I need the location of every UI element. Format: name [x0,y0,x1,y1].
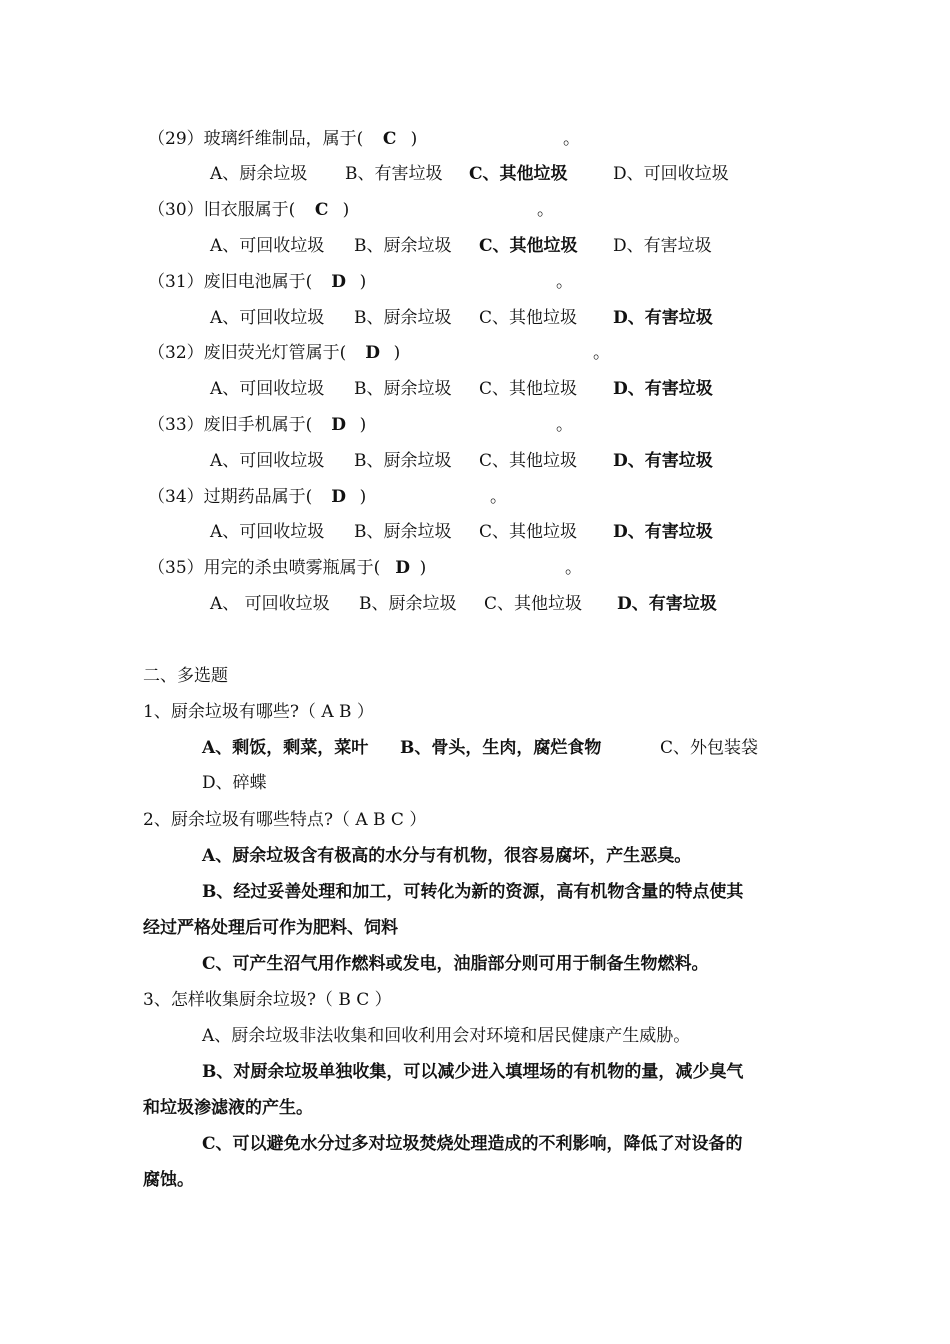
answer-letter: D [331,415,347,435]
stem-end: 。 [593,343,610,363]
stem-text: （31）废旧电池属于( [148,272,313,292]
answer-letter: C [382,129,397,149]
stem-close: ) [419,558,427,578]
question-stem: 1、厨余垃圾有哪些?（ A B ） [143,702,374,722]
option-c-line-2: 腐蚀。 [143,1170,194,1190]
option-b-line-2: 经过严格处理后可作为肥料、饲料 [143,918,398,938]
stem-text: （34）过期药品属于( [148,487,313,507]
question-stem: 3、怎样收集厨余垃圾?（ B C ） [143,990,392,1010]
answer-letter: D [331,487,347,507]
option-d: D、可回收垃圾 [613,164,729,184]
option-a: A、厨余垃圾含有极高的水分与有机物，很容易腐坏，产生恶臭。 [202,846,692,866]
option-c: C、其他垃圾 [479,308,578,328]
option-a: A、厨余垃圾非法收集和回收利用会对环境和居民健康产生威胁。 [202,1026,691,1046]
stem-text: （29）玻璃纤维制品，属于( [148,129,364,149]
option-d: D、有害垃圾 [613,236,712,256]
option-b-line-1: B、对厨余垃圾单独收集，可以减少进入填埋场的有机物的量，减少臭气 [202,1062,744,1082]
question-stem: 2、厨余垃圾有哪些特点?（ A B C ） [143,810,427,830]
option-d: D、有害垃圾 [613,451,713,471]
question-stem [148,270,366,294]
stem-end: 。 [537,200,554,220]
option-a: A、厨余垃圾 [210,164,308,184]
option-c: C、其他垃圾 [479,451,578,471]
stem-end: 。 [565,558,582,578]
stem-close: ) [359,415,367,435]
option-c: C、其他垃圾 [479,379,578,399]
option-b-line-2: 和垃圾渗滤液的产生。 [143,1098,313,1118]
option-c: C、其他垃圾 [479,522,578,542]
option-d: D、碎蝶 [202,773,267,793]
option-c-line-1: C、可以避免水分过多对垃圾焚烧处理造成的不利影响，降低了对设备的 [202,1134,743,1154]
answer-letter: D [331,272,347,292]
stem-end: 。 [563,129,580,149]
option-b: B、厨余垃圾 [354,308,452,328]
option-c: C、外包装袋 [660,738,759,758]
option-c: C、其他垃圾 [479,236,578,256]
option-c: C、其他垃圾 [469,164,568,184]
stem-close: ) [359,487,367,507]
option-b: B、厨余垃圾 [354,236,452,256]
question-stem [148,341,400,365]
answer-letter: C [314,200,329,220]
option-b-line-1: B、经过妥善处理和加工，可转化为新的资源，高有机物含量的特点使其 [202,882,744,902]
question-stem [148,127,417,151]
answer-letter: D [395,558,411,578]
stem-text: （35）用完的杀虫喷雾瓶属于( [148,558,381,578]
stem-close: ) [342,200,350,220]
option-a: A、剩饭，剩菜，菜叶 [202,738,369,758]
option-b: B、骨头，生肉，腐烂食物 [400,738,602,758]
section-title-multi-choice: 二、多选题 [143,666,228,686]
option-c: C、其他垃圾 [484,594,583,614]
option-b: B、有害垃圾 [345,164,443,184]
option-a: A、 可回收垃圾 [210,594,330,614]
option-b: B、厨余垃圾 [354,451,452,471]
option-c: C、可产生沼气用作燃料或发电，油脂部分则可用于制备生物燃料。 [202,954,709,974]
option-d: D、有害垃圾 [613,308,713,328]
option-d: D、有害垃圾 [613,522,713,542]
stem-text: （33）废旧手机属于( [148,415,313,435]
stem-close: ) [393,343,401,363]
stem-end: 。 [490,487,507,507]
stem-text: （32）废旧荧光灯管属于( [148,343,347,363]
stem-end: 。 [556,272,573,292]
option-d: D、有害垃圾 [613,379,713,399]
question-stem [148,556,426,580]
stem-text: （30）旧衣服属于( [148,200,296,220]
question-stem [148,485,366,509]
stem-end: 。 [556,415,573,435]
option-a: A、可回收垃圾 [210,451,325,471]
option-a: A、可回收垃圾 [210,236,325,256]
answer-letter: D [365,343,381,363]
option-a: A、可回收垃圾 [210,379,325,399]
option-b: B、厨余垃圾 [354,379,452,399]
option-b: B、厨余垃圾 [354,522,452,542]
stem-close: ) [359,272,367,292]
option-a: A、可回收垃圾 [210,308,325,328]
question-stem [148,413,366,437]
option-d: D、有害垃圾 [617,594,717,614]
option-a: A、可回收垃圾 [210,522,325,542]
question-stem [148,198,349,222]
stem-close: ) [410,129,418,149]
option-b: B、厨余垃圾 [359,594,457,614]
